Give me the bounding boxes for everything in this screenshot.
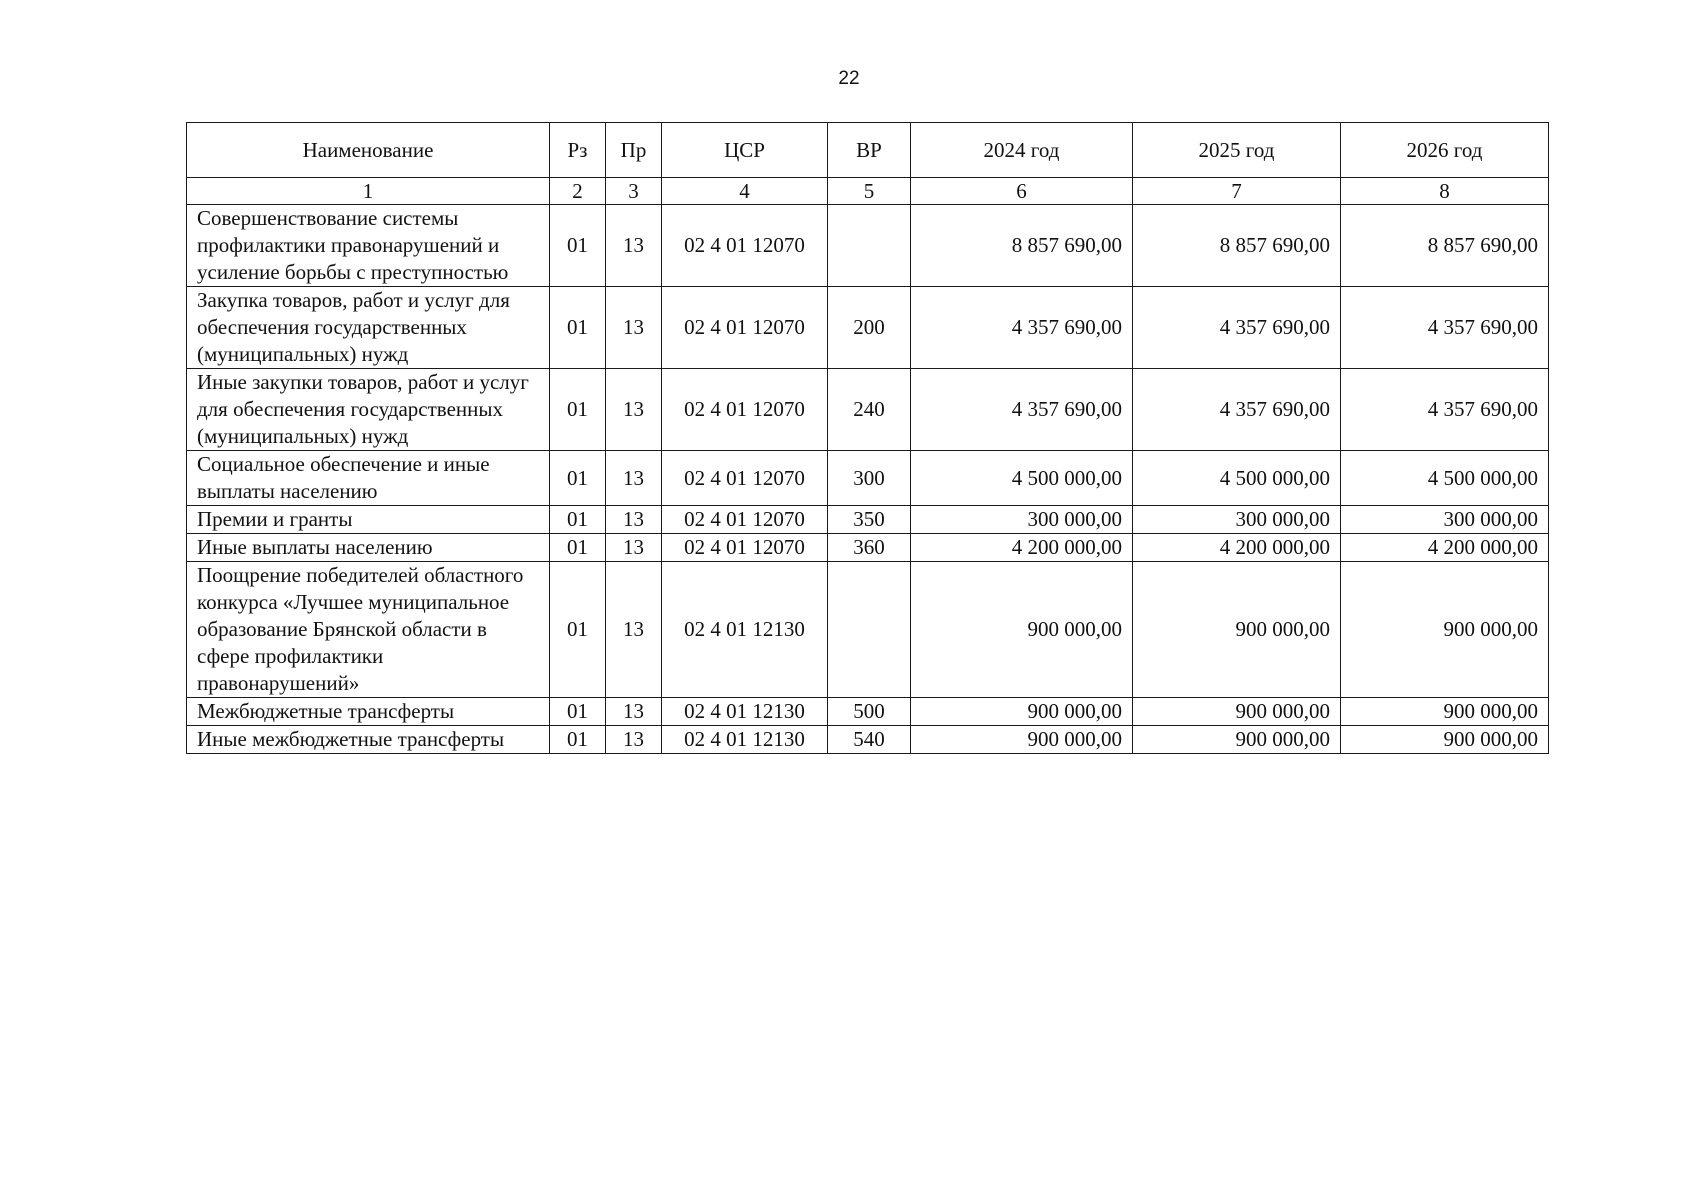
row-name: Иные выплаты населению bbox=[187, 534, 550, 562]
row-rz: 01 bbox=[550, 369, 606, 451]
table-row bbox=[187, 369, 1549, 451]
row-name: Поощрение победителей областного конкурса «Лучшее муниципальное образование Брянской области в сфере профилактики правонарушений» bbox=[187, 562, 550, 698]
row-2026: 4 200 000,00 bbox=[1341, 534, 1549, 562]
row-2025: 900 000,00 bbox=[1133, 698, 1341, 726]
row-2024: 8 857 690,00 bbox=[911, 205, 1133, 287]
row-vr bbox=[828, 562, 911, 698]
row-2026: 900 000,00 bbox=[1341, 726, 1549, 754]
row-pr: 13 bbox=[606, 534, 662, 562]
row-csr: 02 4 01 12070 bbox=[662, 506, 828, 534]
row-name: Премии и гранты bbox=[187, 506, 550, 534]
table-row bbox=[187, 726, 1549, 754]
row-vr bbox=[828, 205, 911, 287]
table-row bbox=[187, 205, 1549, 287]
row-rz: 01 bbox=[550, 698, 606, 726]
header-vr: ВР bbox=[828, 123, 911, 178]
header-row bbox=[187, 123, 1549, 178]
column-number: 7 bbox=[1133, 178, 1341, 205]
row-2026: 900 000,00 bbox=[1341, 562, 1549, 698]
row-2024: 900 000,00 bbox=[911, 698, 1133, 726]
row-2025: 4 500 000,00 bbox=[1133, 451, 1341, 506]
row-rz: 01 bbox=[550, 534, 606, 562]
row-rz: 01 bbox=[550, 726, 606, 754]
table-row bbox=[187, 287, 1549, 369]
row-vr: 300 bbox=[828, 451, 911, 506]
row-2026: 4 500 000,00 bbox=[1341, 451, 1549, 506]
row-vr: 200 bbox=[828, 287, 911, 369]
row-vr: 540 bbox=[828, 726, 911, 754]
row-2026: 8 857 690,00 bbox=[1341, 205, 1549, 287]
row-2026: 300 000,00 bbox=[1341, 506, 1549, 534]
row-2025: 4 357 690,00 bbox=[1133, 287, 1341, 369]
row-csr: 02 4 01 12130 bbox=[662, 726, 828, 754]
row-pr: 13 bbox=[606, 287, 662, 369]
row-pr: 13 bbox=[606, 726, 662, 754]
header-2025: 2025 год bbox=[1133, 123, 1341, 178]
row-csr: 02 4 01 12070 bbox=[662, 451, 828, 506]
row-2024: 4 357 690,00 bbox=[911, 287, 1133, 369]
row-vr: 360 bbox=[828, 534, 911, 562]
row-2024: 4 200 000,00 bbox=[911, 534, 1133, 562]
row-2025: 4 200 000,00 bbox=[1133, 534, 1341, 562]
row-vr: 240 bbox=[828, 369, 911, 451]
column-number: 4 bbox=[662, 178, 828, 205]
row-name: Иные межбюджетные трансферты bbox=[187, 726, 550, 754]
row-rz: 01 bbox=[550, 562, 606, 698]
column-number: 5 bbox=[828, 178, 911, 205]
table-row bbox=[187, 534, 1549, 562]
column-number: 6 bbox=[911, 178, 1133, 205]
row-csr: 02 4 01 12070 bbox=[662, 369, 828, 451]
row-name: Межбюджетные трансферты bbox=[187, 698, 550, 726]
row-rz: 01 bbox=[550, 287, 606, 369]
row-csr: 02 4 01 12130 bbox=[662, 698, 828, 726]
header-csr: ЦСР bbox=[662, 123, 828, 178]
row-2025: 900 000,00 bbox=[1133, 726, 1341, 754]
table-row bbox=[187, 698, 1549, 726]
row-2024: 900 000,00 bbox=[911, 562, 1133, 698]
row-csr: 02 4 01 12070 bbox=[662, 205, 828, 287]
row-pr: 13 bbox=[606, 562, 662, 698]
row-name: Закупка товаров, работ и услуг для обеспечения государственных (муниципальных) нужд bbox=[187, 287, 550, 369]
row-pr: 13 bbox=[606, 451, 662, 506]
table-row bbox=[187, 506, 1549, 534]
header-2024: 2024 год bbox=[911, 123, 1133, 178]
row-pr: 13 bbox=[606, 369, 662, 451]
row-name: Совершенствование системы профилактики правонарушений и усиление борьбы с преступностью bbox=[187, 205, 550, 287]
row-2024: 4 500 000,00 bbox=[911, 451, 1133, 506]
row-2025: 300 000,00 bbox=[1133, 506, 1341, 534]
row-2024: 900 000,00 bbox=[911, 726, 1133, 754]
row-name: Иные закупки товаров, работ и услуг для обеспечения государственных (муниципальных) нужд bbox=[187, 369, 550, 451]
row-2026: 4 357 690,00 bbox=[1341, 369, 1549, 451]
row-2025: 900 000,00 bbox=[1133, 562, 1341, 698]
row-pr: 13 bbox=[606, 506, 662, 534]
table-row bbox=[187, 451, 1549, 506]
column-number: 3 bbox=[606, 178, 662, 205]
row-2024: 300 000,00 bbox=[911, 506, 1133, 534]
row-2025: 4 357 690,00 bbox=[1133, 369, 1341, 451]
page-number: 22 bbox=[838, 68, 860, 89]
row-pr: 13 bbox=[606, 698, 662, 726]
row-2026: 900 000,00 bbox=[1341, 698, 1549, 726]
row-csr: 02 4 01 12070 bbox=[662, 534, 828, 562]
row-2025: 8 857 690,00 bbox=[1133, 205, 1341, 287]
row-2024: 4 357 690,00 bbox=[911, 369, 1133, 451]
row-rz: 01 bbox=[550, 506, 606, 534]
row-rz: 01 bbox=[550, 205, 606, 287]
row-csr: 02 4 01 12070 bbox=[662, 287, 828, 369]
row-vr: 350 bbox=[828, 506, 911, 534]
row-vr: 500 bbox=[828, 698, 911, 726]
budget-table bbox=[186, 122, 1549, 754]
row-pr: 13 bbox=[606, 205, 662, 287]
column-number-row bbox=[187, 178, 1549, 205]
row-name: Социальное обеспечение и иные выплаты населению bbox=[187, 451, 550, 506]
row-rz: 01 bbox=[550, 451, 606, 506]
column-number: 1 bbox=[187, 178, 550, 205]
header-name: Наименование bbox=[187, 123, 550, 178]
header-rz: Рз bbox=[550, 123, 606, 178]
table-row bbox=[187, 562, 1549, 698]
column-number: 8 bbox=[1341, 178, 1549, 205]
row-2026: 4 357 690,00 bbox=[1341, 287, 1549, 369]
column-number: 2 bbox=[550, 178, 606, 205]
header-pr: Пр bbox=[606, 123, 662, 178]
header-2026: 2026 год bbox=[1341, 123, 1549, 178]
row-csr: 02 4 01 12130 bbox=[662, 562, 828, 698]
